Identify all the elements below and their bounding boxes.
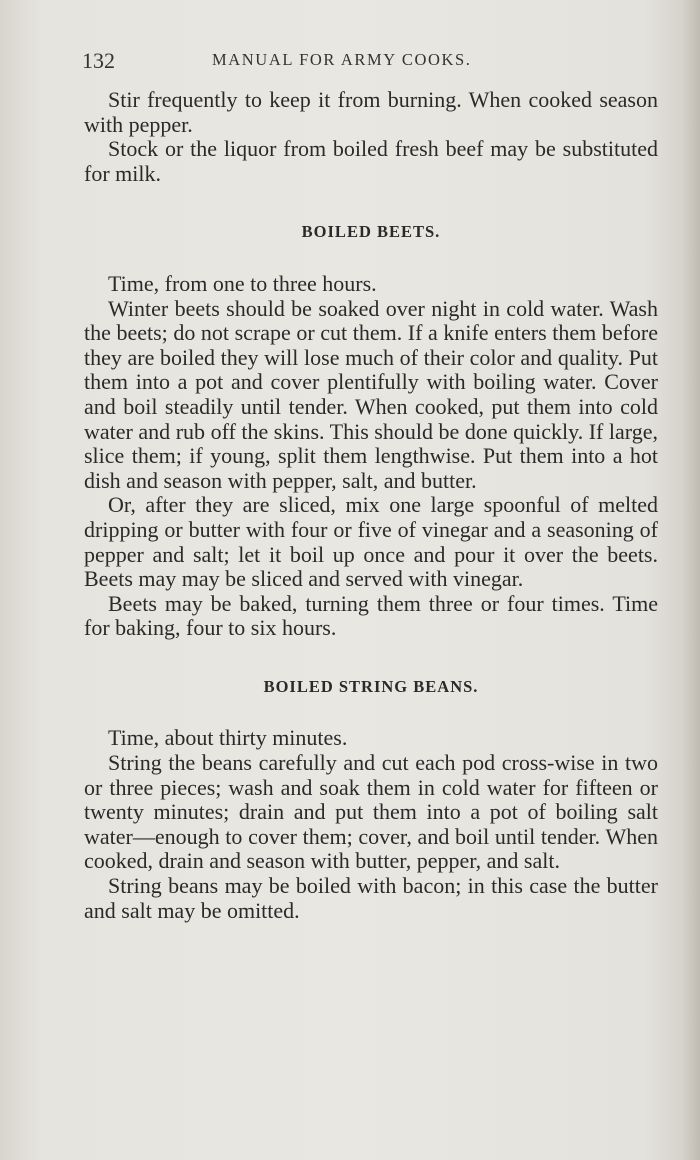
- beets-paragraph-2: Winter beets should be soaked over night in cold water. Wash the beets; do not scrape or cut them. If a knife enters them before they are boiled they will lose much of their color and quality. Put them into a pot and cover plentifully with boiling water. Cover and boil steadily until tender. When cooked, put them into cold water and rub off the skins. This should be done quickly. If large, slice them; if young, split them lengthwise. Put them into a hot dish and season with pepper, salt, and butter.: [84, 295, 658, 493]
- beans-paragraph-1: Time, about thirty minutes.: [108, 725, 348, 751]
- page-header: [82, 44, 658, 78]
- beets-paragraph-1: Time, from one to three hours.: [108, 270, 377, 296]
- intro-paragraph-2: Stock or the liquor from boiled fresh beef may be substituted for milk.: [84, 136, 658, 186]
- heading-boiled-beets: BOILED BEETS.: [301, 222, 441, 242]
- beans-paragraph-2: String the beans carefully and cut each pod cross-wise in two or three pieces; wash and soak them in cold water for fifteen or twenty minutes; drain and put them into a pot of boiling salt water—enough to cover them; cover, and boil until tender. When cooked, drain and season with butter, pepper, and salt.: [84, 750, 658, 874]
- page-body: [84, 88, 658, 923]
- beets-paragraph-3: Or, after they are sliced, mix one large spoonful of melted dripping or butter with four or five of vinegar and a seasoning of pepper and salt; let it boil up once and pour it over the beets. Beets may may be sliced and served with vinegar.: [84, 492, 658, 592]
- running-title: MANUAL FOR ARMY COOKS.: [212, 50, 472, 69]
- page-edge-shadow: [682, 0, 700, 1160]
- beets-paragraph-4: Beets may be baked, turning them three or four times. Time for baking, four to six hours.: [84, 590, 658, 641]
- heading-boiled-string-beans: BOILED STRING BEANS.: [263, 676, 479, 696]
- beans-paragraph-3: String beans may be boiled with bacon; in this case the butter and salt may be omitted.: [84, 873, 658, 923]
- page-number: 132: [82, 48, 115, 73]
- intro-paragraph-1: Stir frequently to keep it from burning. When cooked season with pepper.: [84, 87, 658, 137]
